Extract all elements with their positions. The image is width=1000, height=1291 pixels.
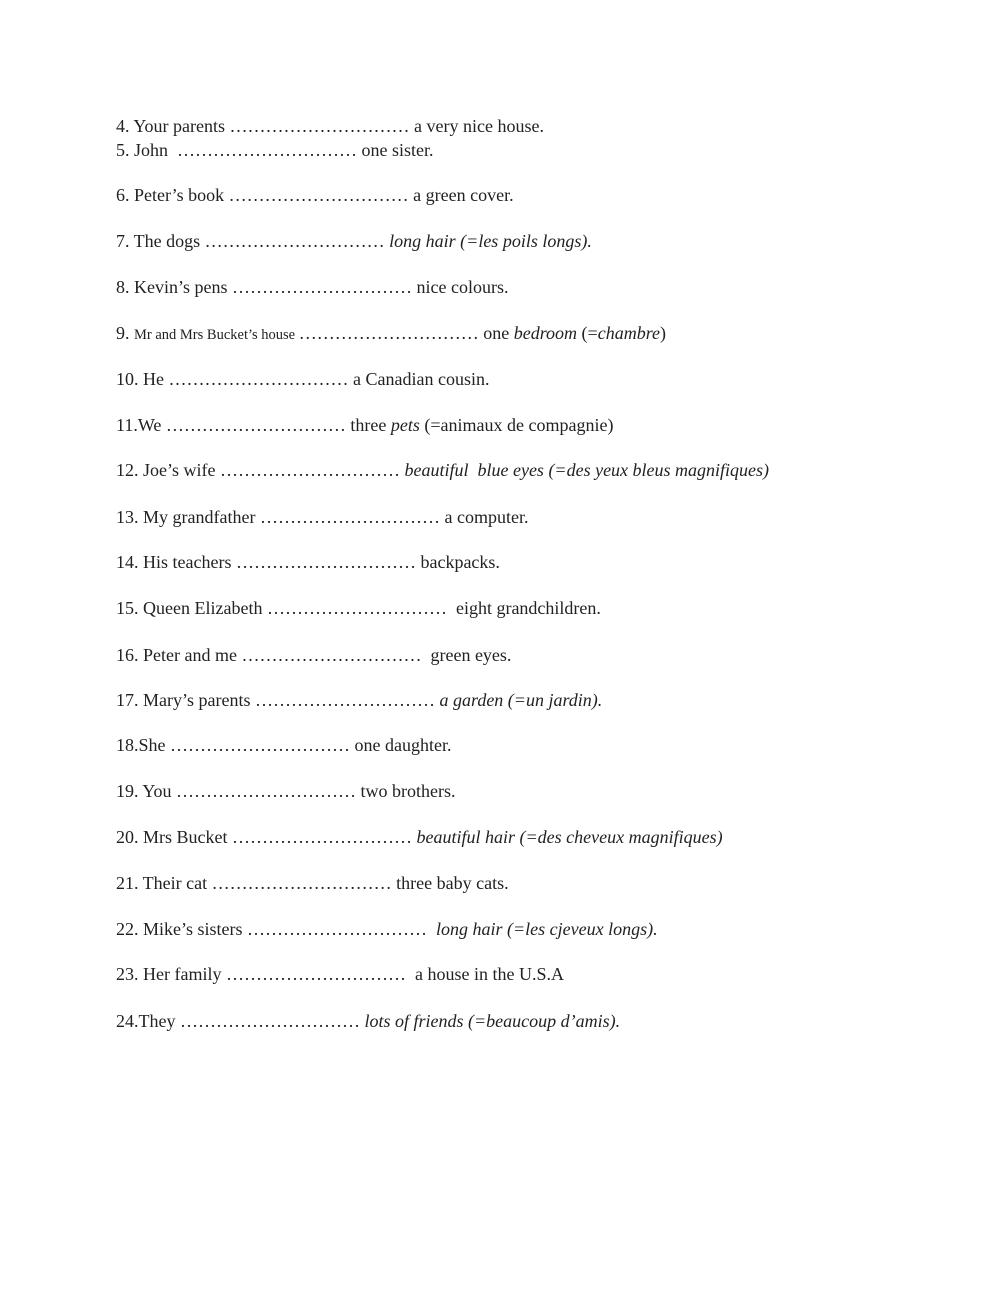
item-subject: The dogs <box>129 231 205 251</box>
exercise-item-9 <box>116 322 666 346</box>
item-subject: Joe’s wife <box>138 460 220 480</box>
exercise-item-10 <box>116 368 489 390</box>
exercise-item-15 <box>116 597 601 619</box>
exercise-item-6 <box>116 184 514 206</box>
exercise-item-17 <box>116 689 602 711</box>
answer-blank[interactable]: ………………………… <box>259 507 440 527</box>
answer-blank[interactable]: ………………………… <box>177 140 358 160</box>
exercise-item-24 <box>116 1010 620 1032</box>
exercise-item-4 <box>116 115 544 137</box>
item-subject: Kevin’s pens <box>129 277 232 297</box>
item-complement: a garden (=un jardin). <box>439 690 603 710</box>
item-complement: eight grandchildren. <box>446 598 601 618</box>
item-complement: three baby cats. <box>391 873 509 893</box>
exercise-item-12 <box>116 459 769 481</box>
exercise-item-8 <box>116 276 508 298</box>
item-subject: His teachers <box>138 552 236 572</box>
item-complement: long hair (=les poils longs). <box>389 231 592 251</box>
item-number: 4. <box>116 116 130 136</box>
item-complement: three <box>345 415 391 435</box>
answer-blank[interactable]: ………………………… <box>228 185 409 205</box>
item-number: 24. <box>116 1011 139 1031</box>
item-complement: a very nice house. <box>409 116 544 136</box>
item-complement: one <box>478 323 514 343</box>
item-complement: backpacks. <box>415 552 500 572</box>
item-number: 12. <box>116 460 139 480</box>
item-number: 19. <box>116 781 139 801</box>
item-subject: Peter’s book <box>129 185 229 205</box>
item-complement: beautiful hair (=des cheveux magnifiques) <box>416 827 723 847</box>
exercise-item-18 <box>116 734 451 756</box>
item-number: 22. <box>116 919 139 939</box>
item-number: 15. <box>116 598 139 618</box>
item-number: 10. <box>116 369 139 389</box>
item-subject: Mary’s parents <box>138 690 255 710</box>
answer-blank[interactable]: ………………………… <box>247 919 428 939</box>
exercise-item-11 <box>116 414 613 436</box>
item-complement: a Canadian cousin. <box>348 369 490 389</box>
exercise-item-22 <box>116 918 658 940</box>
item-complement: beautiful blue eyes (=des yeux bleus magnifiques) <box>404 460 770 480</box>
answer-blank[interactable]: ………………………… <box>232 277 412 297</box>
answer-blank[interactable]: ………………………… <box>179 1011 360 1031</box>
answer-blank[interactable]: ………………………… <box>241 645 422 665</box>
answer-blank[interactable]: ………………………… <box>211 873 392 893</box>
item-subject: He <box>138 369 169 389</box>
answer-blank[interactable]: ………………………… <box>232 827 412 847</box>
answer-blank[interactable]: ………………………… <box>168 369 349 389</box>
item-translation: (=animaux de compagnie) <box>419 415 614 435</box>
item-complement: nice colours. <box>412 277 509 297</box>
item-subject: She <box>138 735 170 755</box>
exercise-item-5 <box>116 139 434 161</box>
answer-blank[interactable]: ………………………… <box>298 323 479 343</box>
item-number: 5. <box>116 140 130 160</box>
answer-blank[interactable]: ………………………… <box>204 231 385 251</box>
item-vocab-word: bedroom <box>513 323 578 343</box>
item-number: 21. <box>116 873 139 893</box>
item-complement: ) <box>660 323 667 343</box>
item-complement: lots of friends (=beaucoup d’amis). <box>364 1011 621 1031</box>
exercise-item-20 <box>116 826 723 848</box>
item-subject: We <box>137 415 166 435</box>
item-subject: Mike’s sisters <box>138 919 248 939</box>
item-number: 16. <box>116 645 139 665</box>
exercise-item-13 <box>116 506 528 528</box>
answer-blank[interactable]: ………………………… <box>165 415 346 435</box>
item-complement: a house in the U.S.A <box>405 964 564 984</box>
exercise-item-7 <box>116 230 592 252</box>
item-subject: Her family <box>138 964 226 984</box>
item-subject: Peter and me <box>138 645 242 665</box>
answer-blank[interactable]: ………………………… <box>235 552 416 572</box>
item-complement: two brothers. <box>356 781 456 801</box>
answer-blank[interactable]: ………………………… <box>266 598 447 618</box>
answer-blank[interactable]: ………………………… <box>176 781 357 801</box>
item-complement: a computer. <box>439 507 529 527</box>
exercise-item-23 <box>116 963 564 985</box>
item-subject: My grandfather <box>138 507 260 527</box>
item-complement: a green cover. <box>408 185 514 205</box>
item-number: 11. <box>116 415 138 435</box>
item-number: 23. <box>116 964 139 984</box>
item-number: 9. <box>116 323 130 343</box>
item-subject: Queen Elizabeth <box>138 598 267 618</box>
answer-blank[interactable]: ………………………… <box>170 735 350 755</box>
item-subject: John <box>129 140 178 160</box>
item-number: 13. <box>116 507 139 527</box>
item-complement: one daughter. <box>350 735 452 755</box>
item-vocab-word: pets <box>390 415 420 435</box>
item-complement: long hair (=les cjeveux longs). <box>436 919 658 939</box>
item-number: 7. <box>116 231 130 251</box>
item-complement: one sister. <box>357 140 434 160</box>
item-subject: Your parents <box>129 116 230 136</box>
item-number: 18. <box>116 735 139 755</box>
item-subject: Mrs Bucket <box>138 827 232 847</box>
exercise-item-14 <box>116 551 500 573</box>
item-number: 8. <box>116 277 130 297</box>
item-number: 17. <box>116 690 139 710</box>
item-space <box>427 919 436 939</box>
item-subject: You <box>138 781 177 801</box>
item-complement: green eyes. <box>421 645 512 665</box>
item-translation: chambre <box>597 323 661 343</box>
exercise-item-16 <box>116 644 511 666</box>
answer-blank[interactable]: ………………………… <box>219 460 400 480</box>
item-subject: Their cat <box>138 873 212 893</box>
answer-blank[interactable]: ………………………… <box>229 116 410 136</box>
item-number: 20. <box>116 827 139 847</box>
item-number: 14. <box>116 552 139 572</box>
item-number: 6. <box>116 185 130 205</box>
answer-blank[interactable]: ………………………… <box>254 690 435 710</box>
answer-blank[interactable]: ………………………… <box>225 964 406 984</box>
item-subject: They <box>138 1011 180 1031</box>
item-subject: Mr and Mrs Bucket’s house <box>134 327 299 343</box>
exercise-item-19 <box>116 780 456 802</box>
item-complement: (= <box>577 323 598 343</box>
exercise-item-21 <box>116 872 509 894</box>
